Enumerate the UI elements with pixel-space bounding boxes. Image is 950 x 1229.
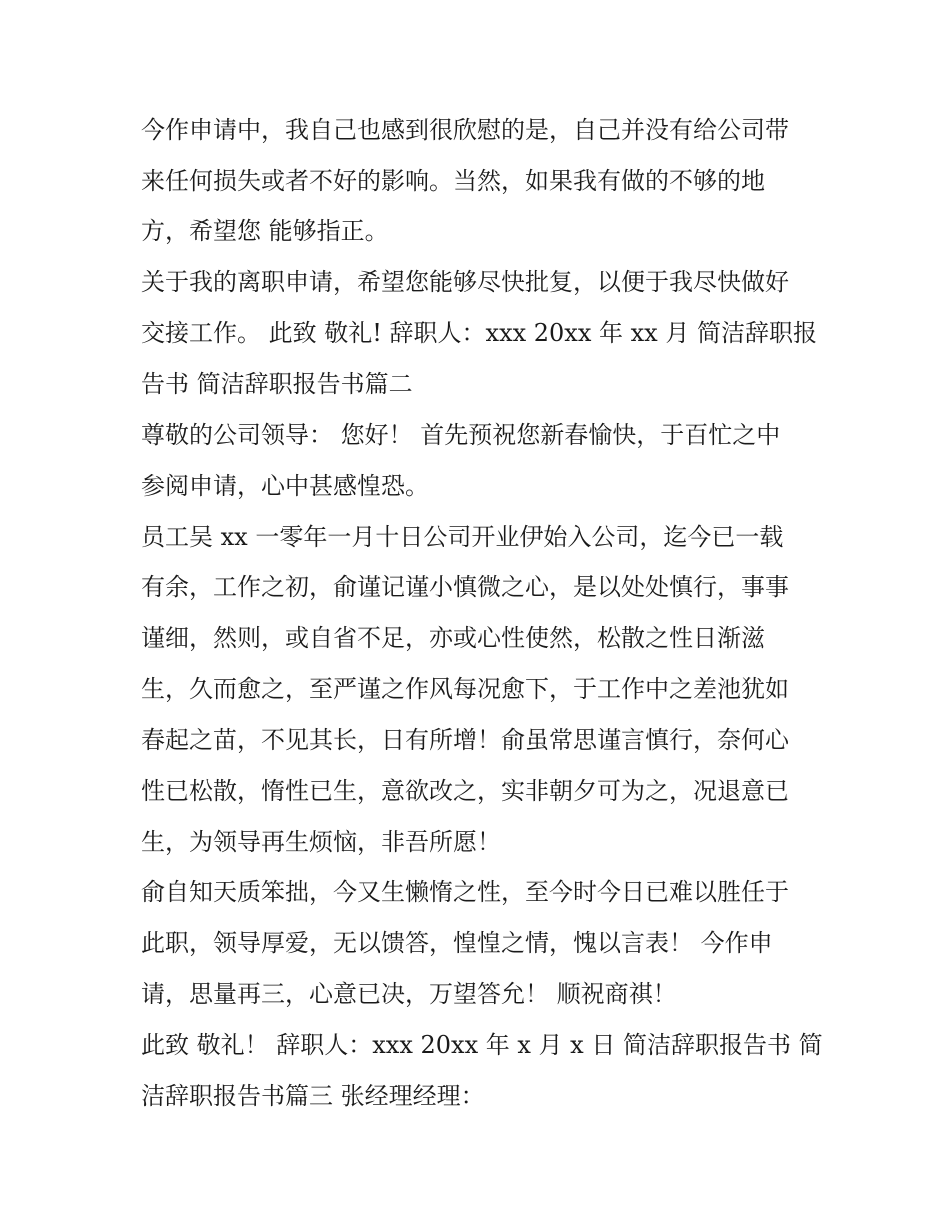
text-line: 方，希望您 能够指正。 — [141, 217, 389, 245]
text-line: 生，为领导再生烦恼，非吾所愿！ — [141, 828, 501, 856]
text-line: 生，久而愈之，至严谨之作风每况愈下，于工作中之差池犹如 — [141, 675, 789, 703]
text-line: 俞自知天质笨拙，今又生懒惰之性，至今时今日已难以胜任于 — [141, 878, 789, 906]
text-line: 今作申请中，我自己也感到很欣慰的是，自己并没有给公司带 — [141, 116, 789, 144]
text-line: 此职，领导厚爱，无以馈答，惶惶之情，愧以言表！ 今作申 — [141, 929, 773, 957]
text-line: 性已松散，惰性已生，意欲改之，实非朝夕可为之，况退意已 — [141, 777, 789, 805]
text-line: 洁辞职报告书篇三 张经理经理： — [141, 1082, 485, 1110]
text-line: 员工吴 xx 一零年一月十日公司开业伊始入公司，迄今已一载 — [141, 523, 784, 551]
text-line: 交接工作。 此致 敬礼! 辞职人：xxx 20xx 年 xx 月 简洁辞职报 — [141, 319, 817, 347]
text-line: 有余，工作之初，俞谨记谨小慎微之心，是以处处慎行，事事 — [141, 573, 789, 601]
text-line: 参阅申请，心中甚感惶恐。 — [141, 472, 429, 500]
text-line: 来任何损失或者不好的影响。当然，如果我有做的不够的地 — [141, 167, 765, 195]
text-line: 请，思量再三，心意已决，万望答允！ 顺祝商祺！ — [141, 980, 677, 1008]
text-line: 告书 简洁辞职报告书篇二 — [141, 370, 413, 398]
text-line: 此致 敬礼！ 辞职人：xxx 20xx 年 x 月 x 日 简洁辞职报告书 简 — [141, 1031, 823, 1059]
text-line: 关于我的离职申请，希望您能够尽快批复，以便于我尽快做好 — [141, 268, 789, 296]
text-line: 尊敬的公司领导： 您好！ 首先预祝您新春愉快，于百忙之中 — [141, 421, 781, 449]
text-line: 春起之苗，不见其长，日有所增！俞虽常思谨言慎行，奈何心 — [141, 726, 789, 754]
text-line: 谨细，然则，或自省不足，亦或心性使然，松散之性日渐滋 — [141, 624, 765, 652]
